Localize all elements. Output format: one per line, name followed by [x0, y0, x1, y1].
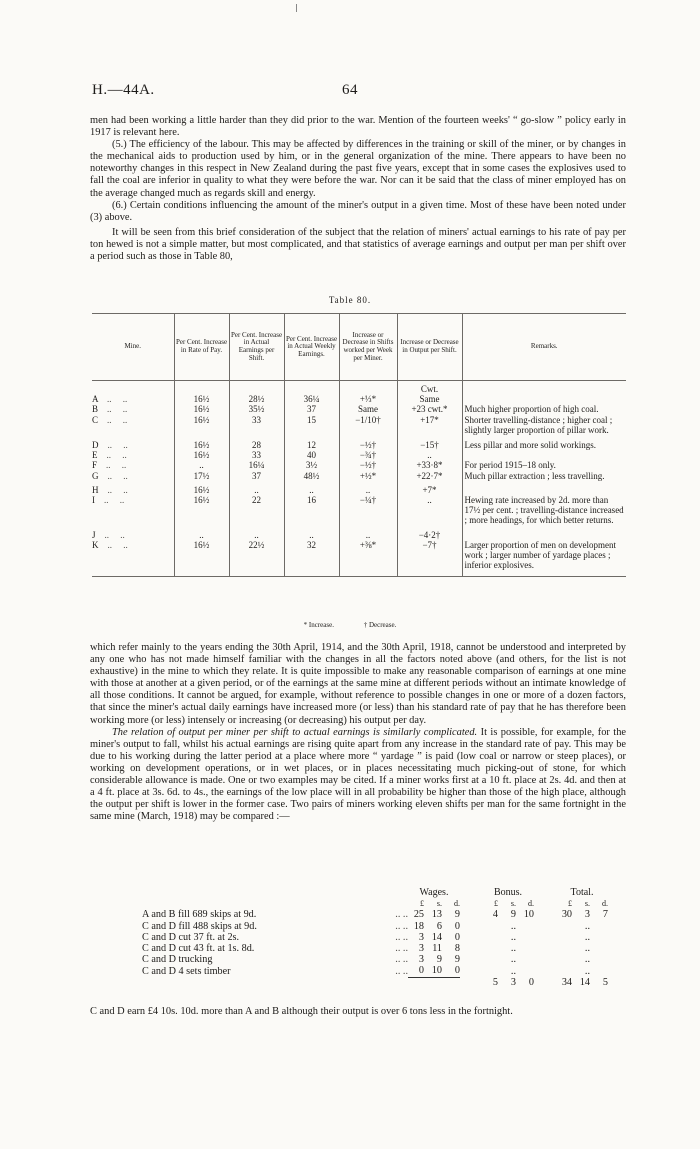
wages-sum-rule — [408, 977, 460, 988]
cell-bonus-pence — [516, 943, 534, 954]
cell-output: +33·8* — [397, 460, 462, 470]
intro-paragraph-1: men had been working a little harder than they did prior to the war. Mention of the fourteen weeks' “ go-slow ” policy early in 1917 is relevant here. — [90, 115, 626, 139]
cell-actual: 33 — [229, 415, 284, 435]
cell-actual: .. — [229, 481, 284, 495]
cell-shifts: −¼† — [339, 495, 397, 526]
table-row: G .. .. 17½ 37 48½ +½* +22·7* Much pillar extraction ; less travelling. — [92, 471, 626, 481]
cell-wages-pence: 0 — [454, 931, 460, 943]
cell-total-pence: 7 — [602, 909, 608, 921]
cell-wages-shillings: 10 — [431, 965, 442, 977]
cell-total-shillings: 3 — [584, 909, 590, 921]
leader-dots: .. .. — [395, 965, 408, 977]
cell-actual: 35½ — [229, 404, 284, 414]
cell-rate: 17½ — [174, 471, 229, 481]
cell-wages-pence: 0 — [454, 920, 460, 932]
cell-output: +22·7* — [397, 471, 462, 481]
cell-rate: 16½ — [174, 481, 229, 495]
intro-paragraph-4: It will be seen from this brief consideration of the subject that the relation of miners' actual earnings to his rate of pay per ton hewed is not a simple matter, but most complicated, and that statistics of average earnings and output per man per shift over a period such as those in Table 80, — [90, 226, 626, 263]
cell-weekly: 15 — [284, 415, 339, 435]
cell-wages-pounds: 3 — [418, 943, 424, 955]
cell-shifts: Same — [339, 404, 397, 414]
mine-label: B — [92, 404, 99, 415]
header-rate: Per Cent. Increase in Rate of Pay. — [174, 314, 229, 381]
mine-label: I — [92, 495, 95, 506]
unit-pounds: £ — [420, 899, 424, 909]
leader-dots: .. .. — [395, 943, 408, 955]
intro-text — [90, 115, 626, 263]
cell-shifts: −¾† — [339, 450, 397, 460]
cell-remarks: Much pillar extraction ; less travelling. — [464, 470, 605, 481]
table-row: C .. .. 16½ 33 15 −1/10† +17* Shorter travelling-distance ; higher coal ; slightly larger proportion of pillar work. — [92, 415, 626, 435]
cell-wages-pence: 9 — [454, 954, 460, 966]
cell-total-pence — [590, 943, 608, 954]
table-row: F .. .. .. 16¼ 3½ −½† +33·8* For period 1915–18 only. — [92, 460, 626, 470]
wages-row — [142, 943, 608, 954]
body-paragraph-2-italic: The relation of output per miner per shift to actual earnings is similarly complicated. — [112, 726, 478, 738]
wages-row-label: A and B fill 689 skips at 9d. — [142, 909, 257, 921]
cell-remarks — [462, 481, 626, 495]
mine-label: F — [92, 460, 98, 471]
cell-rate: .. — [174, 460, 229, 470]
cell-weekly: 36¼ — [284, 394, 339, 404]
unit-pounds: £ — [494, 899, 498, 909]
cell-bonus-total-shillings: 3 — [510, 977, 516, 989]
cell-total-pounds — [556, 943, 572, 954]
cell-shifts: .. — [339, 526, 397, 540]
cell-weekly: 40 — [284, 450, 339, 460]
leader-dots: .. .. — [395, 909, 408, 921]
cell-wages-shillings: 6 — [436, 920, 442, 932]
cell-actual: 28½ — [229, 394, 284, 404]
cell-wages-shillings: 9 — [436, 954, 442, 966]
cell-actual: 28 — [229, 435, 284, 450]
table-row: K .. .. 16½ 22½ 32 +⅜* −7† Larger proportion of men on development work ; larger number of yardage places ; inferior explosives. — [92, 540, 626, 577]
header-total: Total. — [570, 887, 594, 898]
document-id: H.—44A. — [92, 82, 155, 98]
mine-label: C — [92, 414, 99, 425]
cell-actual: 22½ — [229, 540, 284, 577]
cell-total-pounds — [556, 921, 572, 932]
cell-remarks: For period 1915–18 only. — [464, 460, 556, 471]
cell-wages-pounds: 3 — [418, 931, 424, 943]
cell-actual: 37 — [229, 471, 284, 481]
cell-shifts: −1/10† — [339, 415, 397, 435]
cell-wages-shillings: 13 — [431, 909, 442, 921]
wages-row-label: C and D fill 488 skips at 9d. — [142, 920, 257, 932]
intro-paragraph-3: (6.) Certain conditions influencing the amount of the miner's output in a given time. Most of these have been noted under (3) above. — [90, 199, 626, 223]
wages-row — [142, 954, 608, 965]
cell-total-pence — [590, 921, 608, 932]
wages-header-row — [142, 887, 608, 898]
cell-bonus-pence: 10 — [523, 909, 534, 921]
cell-output: −15† — [397, 435, 462, 450]
cell-wages-pence: 0 — [454, 965, 460, 977]
cell-wages-pounds: 3 — [418, 954, 424, 966]
cell-remarks: Shorter travelling-distance ; higher coal ; slightly larger proportion of pillar work. — [464, 414, 613, 435]
cell-shifts: +⅓* — [339, 394, 397, 404]
page-number: 64 — [342, 82, 358, 98]
header-output: Increase or Decrease in Output per Shift. — [397, 314, 462, 381]
cell-output: .. — [397, 495, 462, 526]
cell-remarks: Much higher proportion of high coal. — [464, 404, 599, 415]
cell-bonus-pence — [516, 965, 534, 977]
cell-total-pence — [590, 954, 608, 965]
table-row: J .. .. .. .. .. .. −4·2† — [92, 526, 626, 540]
cell-remarks — [462, 450, 626, 460]
cell-wages-pounds: 0 — [418, 965, 424, 977]
cell-remarks: Hewing rate increased by 2d. more than 17½ per cent. ; travelling-distance increased ; more headings, for which better returns. — [464, 495, 624, 526]
cell-output: .. — [397, 450, 462, 460]
cell-remarks: Larger proportion of men on development work ; larger number of yardage places ; inferior explosives. — [462, 540, 626, 577]
cell-weekly: .. — [284, 526, 339, 540]
unit-pence: d. — [528, 899, 534, 909]
cell-bonus-shillings: .. — [510, 954, 516, 966]
cell-weekly: 37 — [284, 404, 339, 414]
cell-output: +7* — [397, 481, 462, 495]
cell-bonus-shillings: 9 — [510, 909, 516, 921]
body-paragraph-2-rest: It is possible, for example, for the miner's output to fall, whilst his actual earnings are rising quite apart from any increase in the standard rate of pay. This may be due to his working during the latter period at a place where more “ yardage ” is paid (low coal or narrow or steep places), or working on development operations, or in wet places, or in places necessitating much picking-out of stone, for which considerable allowance is made. One or two examples may be cited. If a miner works first at a 10 ft. place at 2s. 4d. and then at a 4 ft. place at 3s. 6d. to 4s., the earnings of the low place will in all probability be higher than those of the high place, although the output per shift is lower in the former case. Two pairs of miners working eleven shifts per man for the same fortnight in the same mine (March, 1918) may be compared :— — [90, 726, 627, 823]
header-weekly: Per Cent. Increase in Actual Weekly Earnings. — [284, 314, 339, 381]
cell-actual: .. — [229, 526, 284, 540]
cell-bonus-pounds — [482, 965, 498, 977]
header-bonus: Bonus. — [493, 887, 523, 898]
unit-shillings: s. — [584, 899, 590, 909]
header-actual: Per Cent. Increase in Actual Earnings per Shift. — [229, 314, 284, 381]
unit-pence: d. — [602, 899, 608, 909]
cell-bonus-shillings: .. — [510, 965, 516, 977]
cell-rate: 16½ — [174, 394, 229, 404]
cell-shifts: −½† — [339, 435, 397, 450]
cell-total-shillings: .. — [584, 943, 590, 955]
table-header-row — [92, 314, 626, 381]
wages-row-label: C and D 4 sets timber — [142, 965, 231, 977]
mine-label: E — [92, 450, 98, 461]
cell-grand-total-pounds: 34 — [561, 977, 572, 989]
mine-label: K — [92, 539, 99, 550]
mine-label: A — [92, 394, 99, 405]
cell-actual: 16¼ — [229, 460, 284, 470]
cell-wages-pence: 9 — [454, 909, 460, 921]
wages-table — [142, 887, 608, 988]
table-row: H .. .. 16½ .. .. .. +7* — [92, 481, 626, 495]
wages-unit-row — [142, 898, 608, 909]
unit-shillings: s. — [436, 899, 442, 909]
cell-total-pence — [590, 965, 608, 977]
unit-shillings: s. — [510, 899, 516, 909]
leader-dots: .. .. — [395, 920, 408, 932]
table-footnotes — [0, 621, 700, 629]
cell-rate: 16½ — [174, 495, 229, 526]
cell-bonus-total-pence: 0 — [528, 977, 534, 989]
unit-row — [92, 381, 626, 395]
body-text — [90, 642, 626, 823]
cell-bonus-shillings: .. — [510, 920, 516, 932]
table-row: B .. .. 16½ 35½ 37 Same +23 cwt.* Much higher proportion of high coal. — [92, 404, 626, 414]
mine-label: H — [92, 484, 99, 495]
footnote-increase: * Increase. — [303, 621, 334, 629]
table-caption: Table 80. — [328, 295, 372, 305]
header-wages: Wages. — [419, 887, 449, 898]
cell-remarks — [462, 526, 626, 540]
cell-rate: 16½ — [174, 450, 229, 460]
cell-actual: 33 — [229, 450, 284, 460]
cell-wages-pounds: 25 — [413, 909, 424, 921]
wages-row — [142, 921, 608, 932]
cell-bonus-pence — [516, 932, 534, 943]
header-shifts: Increase or Decrease in Shifts worked per Week per Miner. — [339, 314, 397, 381]
mine-label: D — [92, 440, 99, 451]
table-row: A .. .. 16½ 28½ 36¼ +⅓* Same — [92, 394, 626, 404]
cell-wages-pounds: 18 — [413, 920, 424, 932]
unit-cwt: Cwt. — [397, 381, 462, 395]
cell-wages-shillings: 11 — [432, 943, 442, 955]
cell-total-pounds — [556, 954, 572, 965]
cell-grand-total-pence: 5 — [602, 977, 608, 989]
unit-pounds: £ — [568, 899, 572, 909]
table-row: I .. .. 16½ 22 16 −¼† .. Hewing rate increased by 2d. more than 17½ per cent. ; travelling-distance increased ; more headings, for which better returns. — [92, 495, 626, 526]
body-paragraph-2 — [90, 727, 626, 824]
cell-bonus-shillings: .. — [510, 931, 516, 943]
cell-bonus-pounds — [482, 954, 498, 965]
cell-total-shillings: .. — [584, 920, 590, 932]
wages-row — [142, 965, 608, 977]
cell-total-pounds — [556, 932, 572, 943]
cell-bonus-pounds — [482, 932, 498, 943]
cell-rate: .. — [174, 526, 229, 540]
cell-total-pounds: 30 — [561, 909, 572, 921]
closing-paragraph: C and D earn £4 10s. 10d. more than A and B although their output is over 6 tons less in the fortnight. — [90, 1006, 513, 1017]
cell-shifts: +⅜* — [339, 540, 397, 577]
cell-bonus-pence — [516, 921, 534, 932]
cell-weekly: 32 — [284, 540, 339, 577]
cell-total-shillings: .. — [584, 954, 590, 966]
cell-output: −4·2† — [397, 526, 462, 540]
cell-bonus-pounds — [482, 943, 498, 954]
cell-bonus-pounds: 4 — [492, 909, 498, 921]
cell-weekly: 16 — [284, 495, 339, 526]
mine-label: J — [92, 529, 96, 540]
cell-weekly: 48½ — [284, 471, 339, 481]
cell-rate: 16½ — [174, 435, 229, 450]
body-paragraph-1: which refer mainly to the years ending the 30th April, 1914, and the 30th April, 1918, cannot be understood and interpreted by any one who has not made himself familiar with the changes in all the factors noted above (and others, for the list is not exhaustive) in the mine to which they relate. It is quite impossible to make any reasonable comparison of earnings at one mine with those at another at a given period, or of the earnings at the same mine at different periods without an intimate knowledge of all those conditions. It cannot be argued, for example, without reference to possible changes in one or more of a dozen factors, that since the miner's actual daily earnings have increased more (or less) than his standard rate of pay that he has therefore been working more (or less) intensely or increasing (or decreasing) his output per day. — [90, 642, 626, 726]
scan-mark — [296, 4, 297, 12]
cell-total-pence — [590, 932, 608, 943]
cell-total-shillings: .. — [584, 931, 590, 943]
cell-bonus-shillings: .. — [510, 943, 516, 955]
cell-rate: 16½ — [174, 404, 229, 414]
cell-output: +17* — [397, 415, 462, 435]
cell-total-shillings: .. — [584, 965, 590, 977]
unit-pence: d. — [454, 899, 460, 909]
cell-rate: 16½ — [174, 415, 229, 435]
header-remarks: Remarks. — [462, 314, 626, 381]
cell-wages-shillings: 14 — [431, 931, 442, 943]
cell-wages-pence: 8 — [454, 943, 460, 955]
intro-paragraph-2: (5.) The efficiency of the labour. This may be affected by differences in the training or skill of the miner, or by changes in the mechanical aids to production used by him, or in the general organization of the mine. There appears to have been no noteworthy changes in this respect in New Zealand during the past five years, except that in some cases the explosives used to fall the coal are inferior in quality to what they were before the war. Nor can it be said that the class of miner employed has on the average changed much as regards skill and energy. — [90, 139, 626, 199]
cell-weekly: 12 — [284, 435, 339, 450]
cell-shifts: −½† — [339, 460, 397, 470]
wages-total-row — [142, 977, 608, 988]
cell-grand-total-shillings: 14 — [579, 977, 590, 989]
footnote-decrease: † Decrease. — [363, 621, 397, 629]
wages-row-label: C and D cut 43 ft. at 1s. 8d. — [142, 943, 255, 955]
cell-rate: 16½ — [174, 540, 229, 577]
cell-remarks — [462, 394, 626, 404]
cell-actual: 22 — [229, 495, 284, 526]
cell-bonus-pounds — [482, 921, 498, 932]
cell-shifts: .. — [339, 481, 397, 495]
cell-bonus-total-pounds: 5 — [492, 977, 498, 989]
cell-weekly: .. — [284, 481, 339, 495]
cell-total-pounds — [556, 965, 572, 977]
table-row: D .. .. 16½ 28 12 −½† −15† Less pillar and more solid workings. — [92, 435, 626, 450]
header-mine: Mine. — [92, 314, 174, 381]
leader-dots: .. .. — [395, 931, 408, 943]
wages-row — [142, 932, 608, 943]
wages-row-label: C and D cut 37 ft. at 2s. — [142, 931, 240, 943]
mine-label: G — [92, 470, 99, 481]
cell-weekly: 3½ — [284, 460, 339, 470]
cell-shifts: +½* — [339, 471, 397, 481]
cell-output: Same — [397, 394, 462, 404]
wages-row-label: C and D trucking — [142, 954, 213, 966]
table-80 — [92, 313, 626, 577]
cell-remarks: Less pillar and more solid workings. — [464, 440, 596, 451]
cell-output: +23 cwt.* — [397, 404, 462, 414]
wages-row — [142, 909, 608, 920]
cell-output: −7† — [397, 540, 462, 577]
table-row: E .. .. 16½ 33 40 −¾† .. — [92, 450, 626, 460]
cell-bonus-pence — [516, 954, 534, 965]
leader-dots: .. .. — [395, 954, 408, 966]
